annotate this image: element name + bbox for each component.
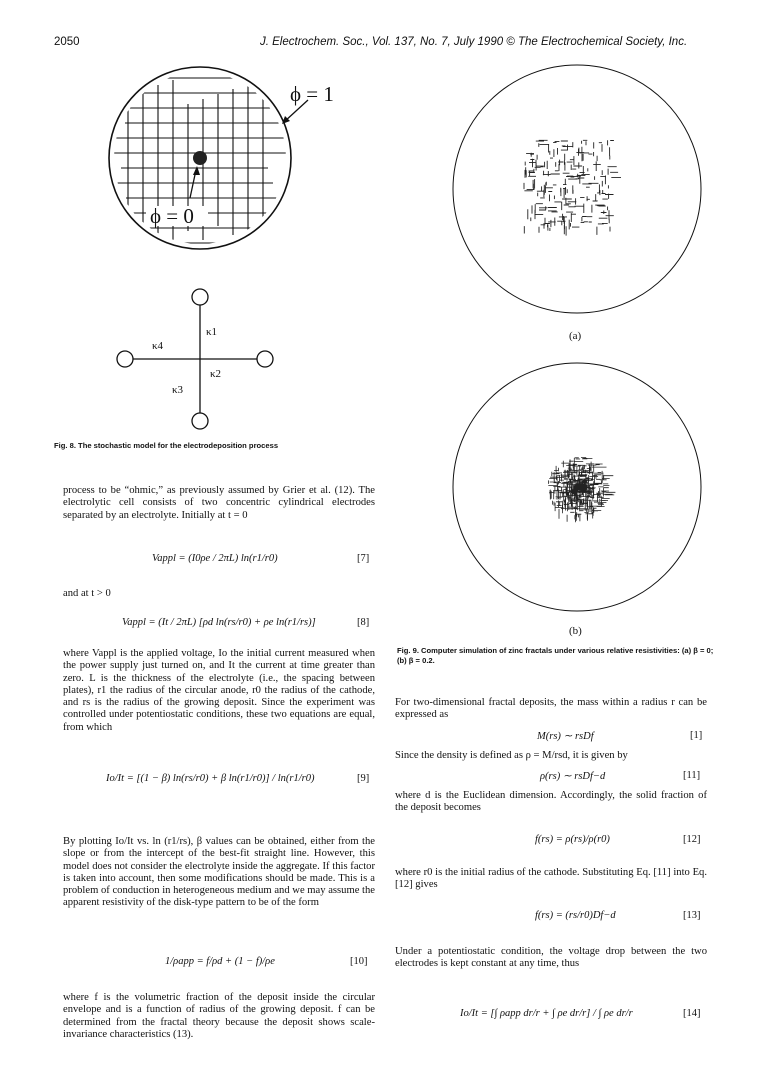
cathode-dot xyxy=(193,151,207,165)
equation-1-number: [1] xyxy=(690,730,703,741)
phi-1-label: ϕ = 1 xyxy=(290,82,334,106)
equation-9-number: [9] xyxy=(357,773,370,784)
left-paragraph-1: process to be “ohmic,” as previously assumed by Grier et al. (12). The electrolytic cell consists of two concentric cylindrical electrodes separated by an electrolyte. Initially at t = 0 xyxy=(63,485,375,521)
kappa-1-label: κ1 xyxy=(206,326,218,338)
left-paragraph-4: By plotting Io/It vs. ln (r1/rs), β values can be obtained, either from the slope or from the intercept of the best-fit straight line. However, this model does not consider the electrolyte inside the aggregate. If this factor is taken into account, then some modifications should be made. This is a problem of conduction in heterogeneous medium and we may assume the apparent resistivity of the disk-type pattern to be of the form xyxy=(63,836,375,909)
fig9-caption: Fig. 9. Computer simulation of zinc fractals under various relative resistivities: (a) β = 0; (b) β = 0.2. xyxy=(397,646,714,665)
right-paragraph-5: Under a potentiostatic condition, the voltage drop between the two electrodes is kept constant at any time, thus xyxy=(395,946,707,970)
right-paragraph-1: For two-dimensional fractal deposits, the mass within a radius r can be expressed as xyxy=(395,697,707,721)
equation-8: Vappl = (It / 2πL) [ρd ln(rs/r0) + ρe ln(r1/rs)] xyxy=(122,617,316,628)
fig9-circle-b xyxy=(450,360,704,614)
kappa-4-label: κ4 xyxy=(152,340,164,352)
equation-11: ρ(rs) ∼ rsDf−d xyxy=(540,771,606,782)
page-number: 2050 xyxy=(54,36,80,48)
running-header: J. Electrochem. Soc., Vol. 137, No. 7, July 1990 © The Electrochemical Society, Inc. xyxy=(260,36,688,48)
kappa-3-label: κ3 xyxy=(172,384,184,396)
fig9-label-a: (a) xyxy=(569,330,582,342)
equation-7: Vappl = (I0ρe / 2πL) ln(r1/r0) xyxy=(152,553,278,564)
equation-13-number: [13] xyxy=(683,910,701,921)
left-paragraph-2: and at t > 0 xyxy=(63,588,111,599)
equation-10: 1/ρapp = f/ρd + (1 − f)/ρe xyxy=(165,956,275,967)
right-paragraph-3: where d is the Euclidean dimension. Accordingly, the solid fraction of the deposit becomes xyxy=(395,790,707,814)
equation-10-number: [10] xyxy=(350,956,368,967)
equation-14-number: [14] xyxy=(683,1008,701,1019)
phi-0-label: ϕ = 0 xyxy=(150,204,194,228)
equation-12-number: [12] xyxy=(683,834,701,845)
kappa-2-label: κ2 xyxy=(210,368,222,380)
equation-7-number: [7] xyxy=(357,553,370,564)
equation-12: f(rs) = ρ(rs)/ρ(r0) xyxy=(535,834,610,845)
right-paragraph-4: where r0 is the initial radius of the cathode. Substituting Eq. [11] into Eq. [12] gives xyxy=(395,867,707,891)
equation-1: M(rs) ∼ rsDf xyxy=(537,731,594,742)
fig8-stochastic-node xyxy=(110,280,290,430)
fig9-circle-a xyxy=(450,62,704,316)
fig8-grid-model xyxy=(86,66,386,278)
fig8-caption: Fig. 8. The stochastic model for the electrodeposition process xyxy=(54,441,279,450)
left-paragraph-3: where Vappl is the applied voltage, Io the initial current measured when the power supply just turned on, and It the current at time greater than zero. L is the thickness of the electrolyte (i.e., the spacing between plates), r1 the radius of the circular anode, r0 the radius of the cathode, and rs is the radius of the growing deposit. Since the experiment was controlled under potentiostatic conditions, these two equations are equal, from which xyxy=(63,648,375,733)
equation-13: f(rs) = (rs/r0)Df−d xyxy=(535,910,616,921)
equation-9: Io/It = [(1 − β) ln(rs/r0) + β ln(r1/r0)] / ln(r1/r0) xyxy=(106,773,315,784)
equation-14: Io/It = [∫ ρapp dr/r + ∫ ρe dr/r] / ∫ ρe dr/r xyxy=(460,1008,633,1019)
left-paragraph-5: where f is the volumetric fraction of the deposit inside the circular envelope and is a function of radius of the growing deposit. f can be determined from the fractal theory because the deposit shows scale-invariance characteristics (13). xyxy=(63,992,375,1040)
fig9-label-b: (b) xyxy=(569,625,582,637)
equation-11-number: [11] xyxy=(683,770,701,781)
right-paragraph-2: Since the density is defined as ρ = M/rsd, it is given by xyxy=(395,750,628,761)
equation-8-number: [8] xyxy=(357,617,370,628)
